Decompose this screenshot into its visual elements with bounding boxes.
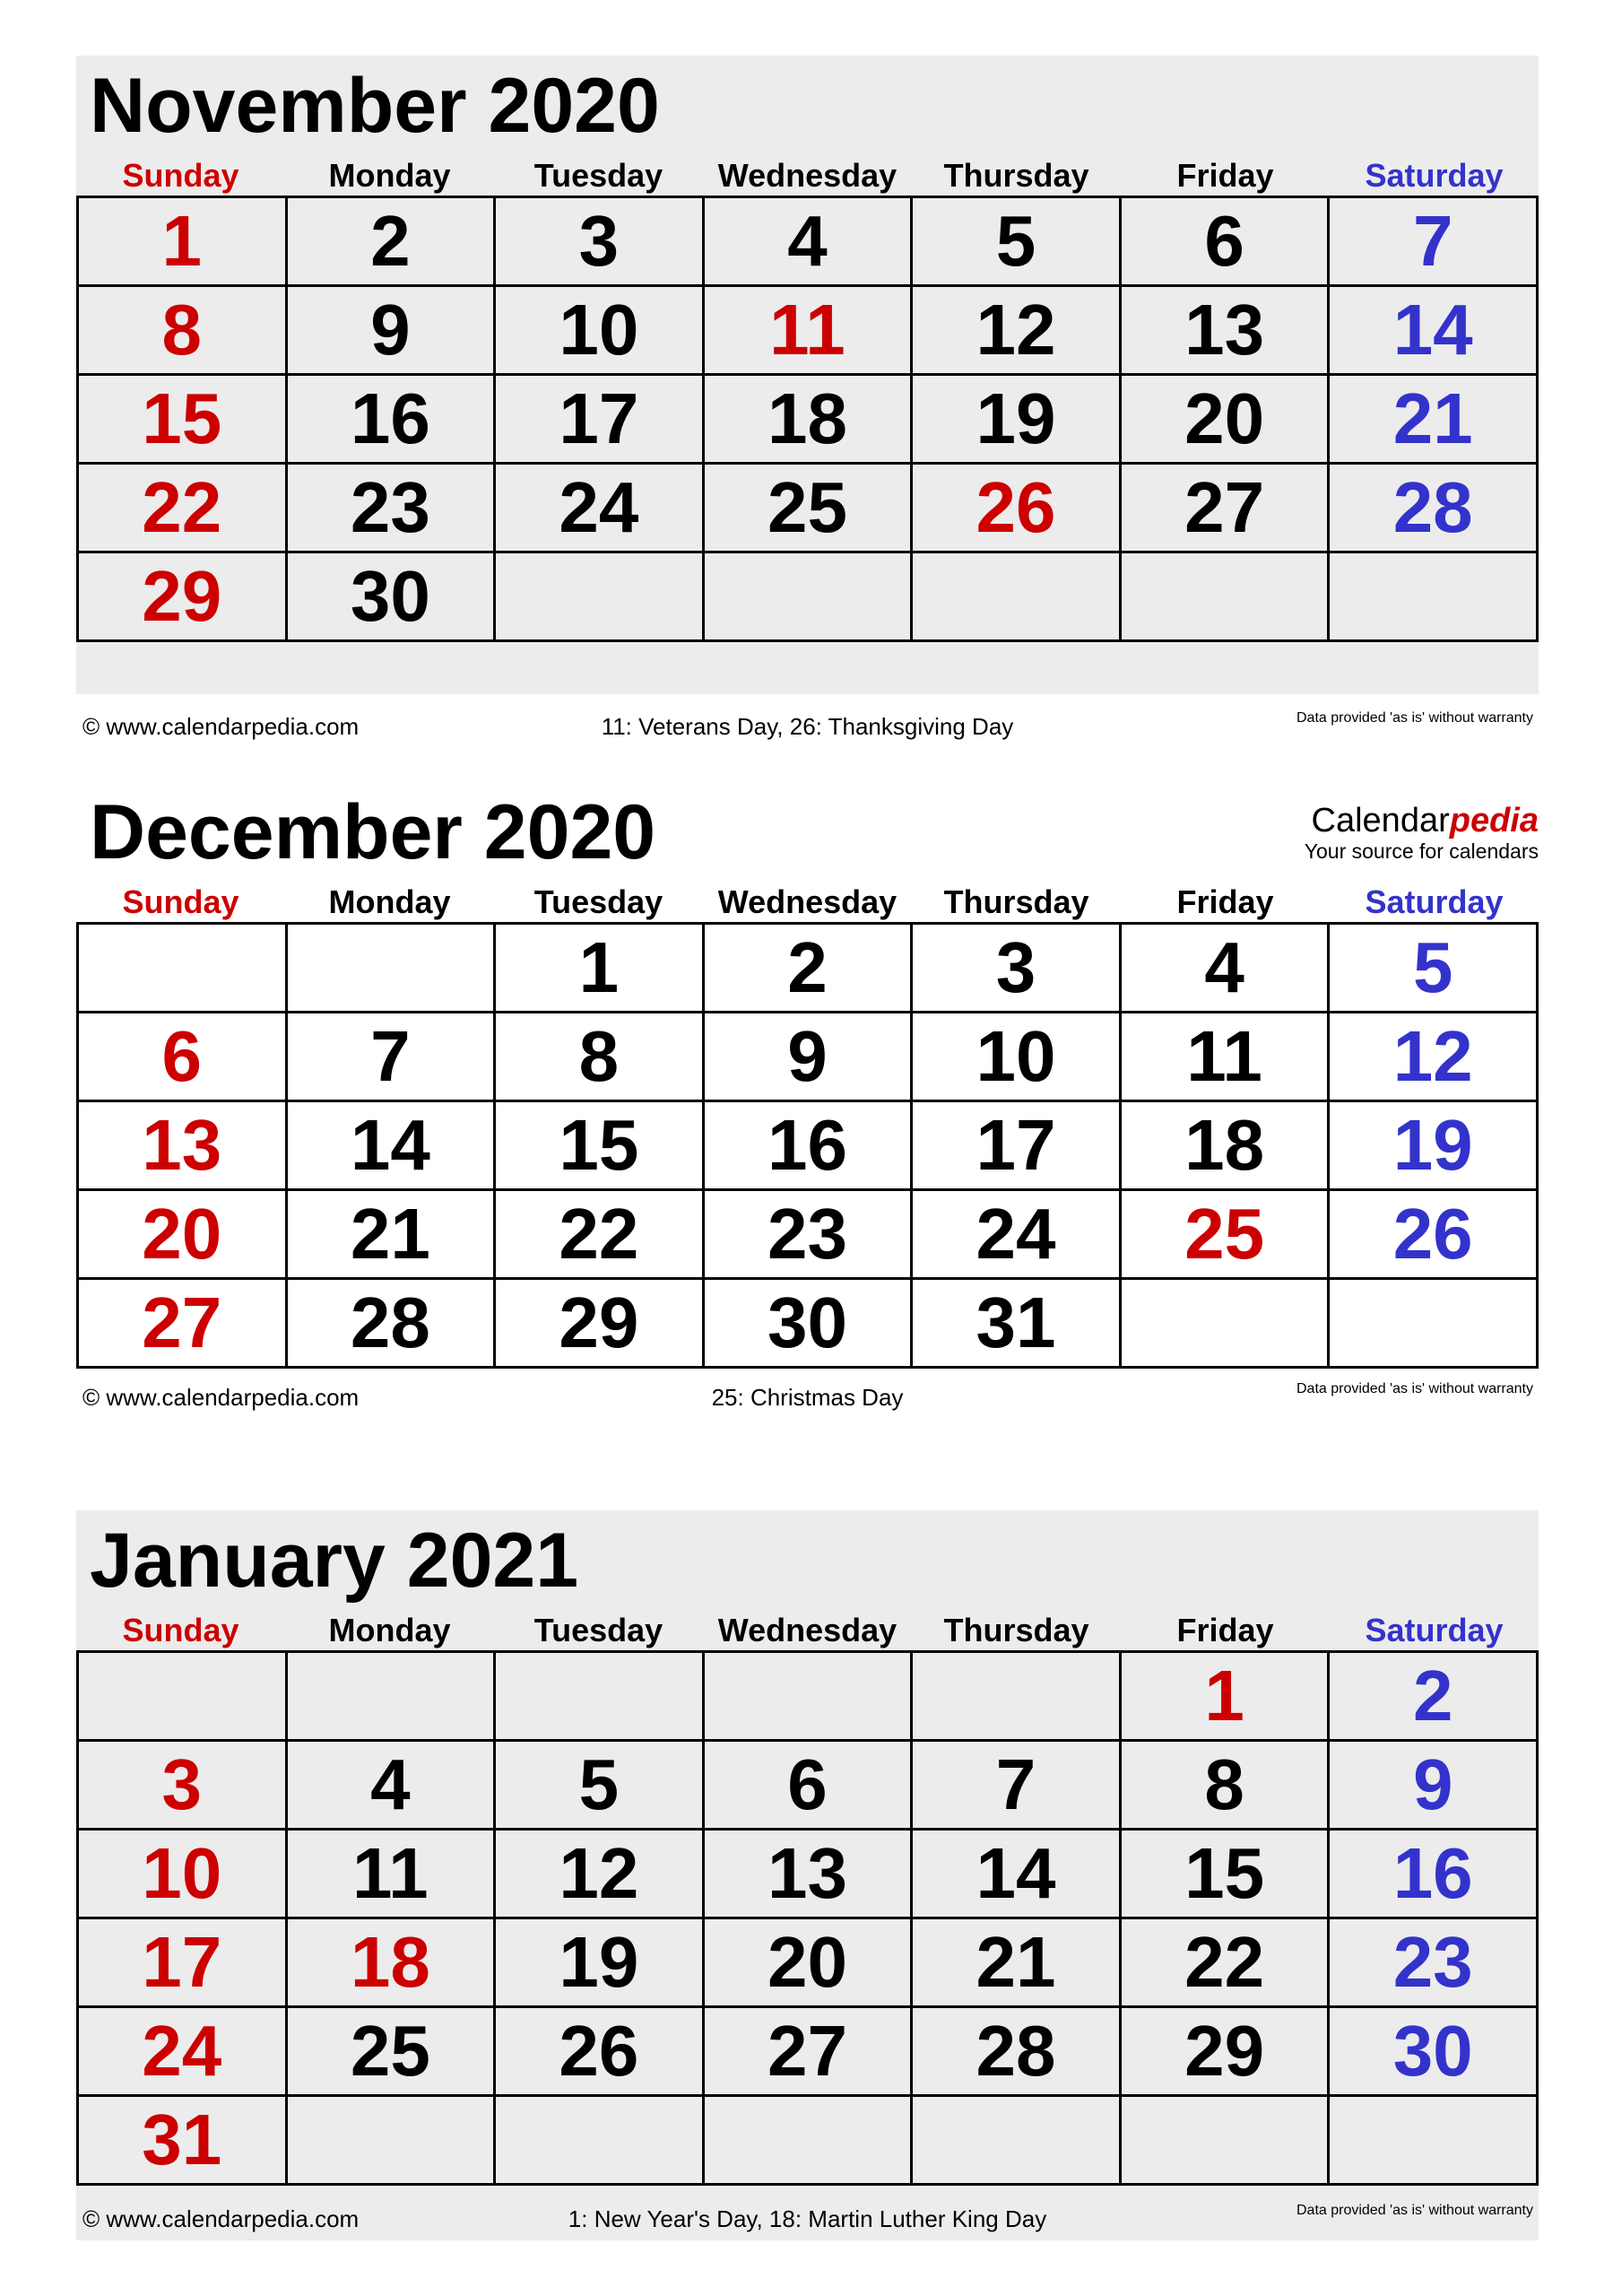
day-cell: 1	[495, 924, 704, 1013]
month-footer	[76, 1381, 1539, 1417]
month-title: November 2020	[90, 63, 660, 149]
day-cell: 31	[912, 1279, 1121, 1368]
weekday-label-saturday: Saturday	[1365, 157, 1504, 194]
day-cell: 16	[1329, 1830, 1538, 1918]
week-row	[78, 1190, 1538, 1279]
day-cell: 4	[1120, 924, 1329, 1013]
week-row	[78, 924, 1538, 1013]
weekday-label-monday: Monday	[328, 157, 451, 194]
day-cell: 28	[286, 1279, 495, 1368]
day-cell: 19	[495, 1918, 704, 2007]
empty-day-cell	[1120, 2096, 1329, 2185]
day-cell: 5	[1329, 924, 1538, 1013]
day-cell: 3	[912, 924, 1121, 1013]
weekday-header	[76, 156, 1539, 196]
day-cell: 30	[286, 552, 495, 641]
day-cell: 24	[495, 464, 704, 552]
weekday-label-saturday: Saturday	[1365, 883, 1504, 920]
day-cell: 15	[78, 375, 287, 464]
day-cell: 29	[1120, 2007, 1329, 2096]
day-cell: 25	[286, 2007, 495, 2096]
day-cell: 11	[286, 1830, 495, 1918]
weekday-label-thursday: Thursday	[943, 1612, 1089, 1648]
day-cell: 22	[495, 1190, 704, 1279]
day-cell: 14	[912, 1830, 1121, 1918]
day-cell: 10	[495, 286, 704, 375]
day-cell: 13	[78, 1101, 287, 1190]
day-cell: 10	[912, 1013, 1121, 1101]
day-cell: 29	[495, 1279, 704, 1368]
weekday-label-tuesday: Tuesday	[533, 1612, 663, 1648]
empty-day-cell	[912, 1652, 1121, 1741]
empty-day-cell	[1120, 552, 1329, 641]
day-cell: 21	[912, 1918, 1121, 2007]
empty-day-cell	[1120, 1279, 1329, 1368]
week-row	[78, 1101, 1538, 1190]
week-row	[78, 1013, 1538, 1101]
month-title: January 2021	[90, 1518, 579, 1604]
copyright-text: © www.calendarpedia.com	[82, 2205, 360, 2232]
day-cell: 27	[78, 1279, 287, 1368]
empty-day-cell	[912, 2096, 1121, 2185]
logo-name-pedia: pedia	[1449, 802, 1539, 839]
day-cell: 9	[1329, 1741, 1538, 1830]
day-cell: 11	[1120, 1013, 1329, 1101]
day-cell: 14	[1329, 286, 1538, 375]
day-cell: 2	[703, 924, 912, 1013]
day-cell: 7	[286, 1013, 495, 1101]
weekday-label-saturday: Saturday	[1365, 1612, 1504, 1648]
empty-day-cell	[286, 924, 495, 1013]
day-cell: 26	[912, 464, 1121, 552]
empty-day-cell	[286, 2096, 495, 2185]
weekday-label-friday: Friday	[1176, 157, 1274, 194]
week-row	[78, 197, 1538, 286]
empty-day-cell	[495, 2096, 704, 2185]
day-cell: 24	[78, 2007, 287, 2096]
week-row	[78, 286, 1538, 375]
weekday-label-tuesday: Tuesday	[533, 157, 663, 194]
day-cell: 16	[703, 1101, 912, 1190]
weekday-label-thursday: Thursday	[943, 157, 1089, 194]
day-cell: 9	[703, 1013, 912, 1101]
warranty-text: Data provided 'as is' without warranty	[1296, 2203, 1533, 2218]
day-cell: 30	[703, 1279, 912, 1368]
day-cell: 11	[703, 286, 912, 375]
day-cell: 31	[78, 2096, 287, 2185]
day-cell: 28	[1329, 464, 1538, 552]
day-cell: 5	[495, 1741, 704, 1830]
logo-name-calendar: Calendar	[1311, 802, 1450, 839]
copyright-text: © www.calendarpedia.com	[82, 1384, 360, 1411]
day-cell: 8	[495, 1013, 704, 1101]
empty-day-cell	[495, 552, 704, 641]
day-cell: 8	[78, 286, 287, 375]
day-cell: 6	[1120, 197, 1329, 286]
day-cell: 25	[1120, 1190, 1329, 1279]
day-cell: 18	[1120, 1101, 1329, 1190]
day-cell: 7	[912, 1741, 1121, 1830]
day-cell: 21	[286, 1190, 495, 1279]
week-row	[78, 2096, 1538, 2185]
weekday-label-sunday: Sunday	[122, 157, 239, 194]
day-cell: 17	[495, 375, 704, 464]
empty-day-cell	[495, 1652, 704, 1741]
holidays-text: 1: New Year's Day, 18: Martin Luther King Day	[568, 2205, 1047, 2232]
day-cell: 23	[1329, 1918, 1538, 2007]
day-cell: 21	[1329, 375, 1538, 464]
week-row	[78, 1279, 1538, 1368]
day-cell: 19	[1329, 1101, 1538, 1190]
week-row	[78, 2007, 1538, 2096]
day-cell: 14	[286, 1101, 495, 1190]
day-cell: 15	[1120, 1830, 1329, 1918]
day-cell: 3	[78, 1741, 287, 1830]
day-cell: 23	[286, 464, 495, 552]
day-cell: 2	[286, 197, 495, 286]
day-cell: 16	[286, 375, 495, 464]
day-cell: 26	[1329, 1190, 1538, 1279]
calendar-grid	[76, 1650, 1539, 2186]
day-cell: 13	[1120, 286, 1329, 375]
weekday-label-sunday: Sunday	[122, 883, 239, 920]
day-cell: 23	[703, 1190, 912, 1279]
day-cell: 20	[703, 1918, 912, 2007]
warranty-text: Data provided 'as is' without warranty	[1296, 710, 1533, 726]
weekday-label-wednesday: Wednesday	[717, 157, 898, 194]
warranty-text: Data provided 'as is' without warranty	[1296, 1381, 1533, 1396]
month-footer	[76, 710, 1539, 746]
month-title: December 2020	[90, 789, 656, 875]
weekday-label-friday: Friday	[1176, 1612, 1274, 1648]
weekday-label-wednesday: Wednesday	[717, 883, 898, 920]
day-cell: 20	[78, 1190, 287, 1279]
week-row	[78, 1652, 1538, 1741]
holidays-text: 25: Christmas Day	[711, 1384, 904, 1411]
day-cell: 28	[912, 2007, 1121, 2096]
week-row	[78, 1918, 1538, 2007]
empty-day-cell	[1329, 2096, 1538, 2185]
week-row	[78, 464, 1538, 552]
day-cell: 18	[703, 375, 912, 464]
empty-day-cell	[1329, 1279, 1538, 1368]
day-cell: 29	[78, 552, 287, 641]
empty-day-cell	[78, 924, 287, 1013]
day-cell: 20	[1120, 375, 1329, 464]
day-cell: 19	[912, 375, 1121, 464]
day-cell: 7	[1329, 197, 1538, 286]
empty-day-cell	[703, 552, 912, 641]
empty-day-cell	[703, 1652, 912, 1741]
day-cell: 13	[703, 1830, 912, 1918]
weekday-label-monday: Monday	[328, 1612, 451, 1648]
week-row	[78, 1830, 1538, 1918]
day-cell: 27	[703, 2007, 912, 2096]
day-cell: 6	[703, 1741, 912, 1830]
empty-day-cell	[78, 1652, 287, 1741]
day-cell: 26	[495, 2007, 704, 2096]
day-cell: 8	[1120, 1741, 1329, 1830]
logo-tagline: Your source for calendars	[1304, 839, 1539, 863]
day-cell: 17	[78, 1918, 287, 2007]
weekday-label-thursday: Thursday	[943, 883, 1089, 920]
day-cell: 12	[912, 286, 1121, 375]
day-cell: 2	[1329, 1652, 1538, 1741]
calendar-grid	[76, 922, 1539, 1369]
day-cell: 30	[1329, 2007, 1538, 2096]
day-cell: 1	[1120, 1652, 1329, 1741]
weekday-label-sunday: Sunday	[122, 1612, 239, 1648]
day-cell: 27	[1120, 464, 1329, 552]
week-row	[78, 1741, 1538, 1830]
day-cell: 10	[78, 1830, 287, 1918]
day-cell: 17	[912, 1101, 1121, 1190]
empty-day-cell	[286, 1652, 495, 1741]
day-cell: 6	[78, 1013, 287, 1101]
day-cell: 22	[1120, 1918, 1329, 2007]
holidays-text: 11: Veterans Day, 26: Thanksgiving Day	[601, 713, 1014, 740]
weekday-label-monday: Monday	[328, 883, 451, 920]
day-cell: 12	[495, 1830, 704, 1918]
weekday-header	[76, 883, 1539, 922]
day-cell: 22	[78, 464, 287, 552]
day-cell: 25	[703, 464, 912, 552]
weekday-label-friday: Friday	[1176, 883, 1274, 920]
day-cell: 4	[703, 197, 912, 286]
weekday-label-tuesday: Tuesday	[533, 883, 663, 920]
empty-day-cell	[703, 2096, 912, 2185]
weekday-label-wednesday: Wednesday	[717, 1612, 898, 1648]
empty-day-cell	[1329, 552, 1538, 641]
empty-day-cell	[912, 552, 1121, 641]
day-cell: 18	[286, 1918, 495, 2007]
day-cell: 24	[912, 1190, 1121, 1279]
day-cell: 15	[495, 1101, 704, 1190]
day-cell: 1	[78, 197, 287, 286]
day-cell: 4	[286, 1741, 495, 1830]
day-cell: 12	[1329, 1013, 1538, 1101]
week-row	[78, 552, 1538, 641]
calendarpedia-logo	[1180, 803, 1539, 864]
day-cell: 5	[912, 197, 1121, 286]
logo-name	[1180, 803, 1539, 839]
copyright-text: © www.calendarpedia.com	[82, 713, 360, 740]
month-footer	[76, 2203, 1539, 2239]
weekday-header	[76, 1611, 1539, 1650]
week-row	[78, 375, 1538, 464]
day-cell: 9	[286, 286, 495, 375]
day-cell: 3	[495, 197, 704, 286]
calendar-grid	[76, 196, 1539, 642]
